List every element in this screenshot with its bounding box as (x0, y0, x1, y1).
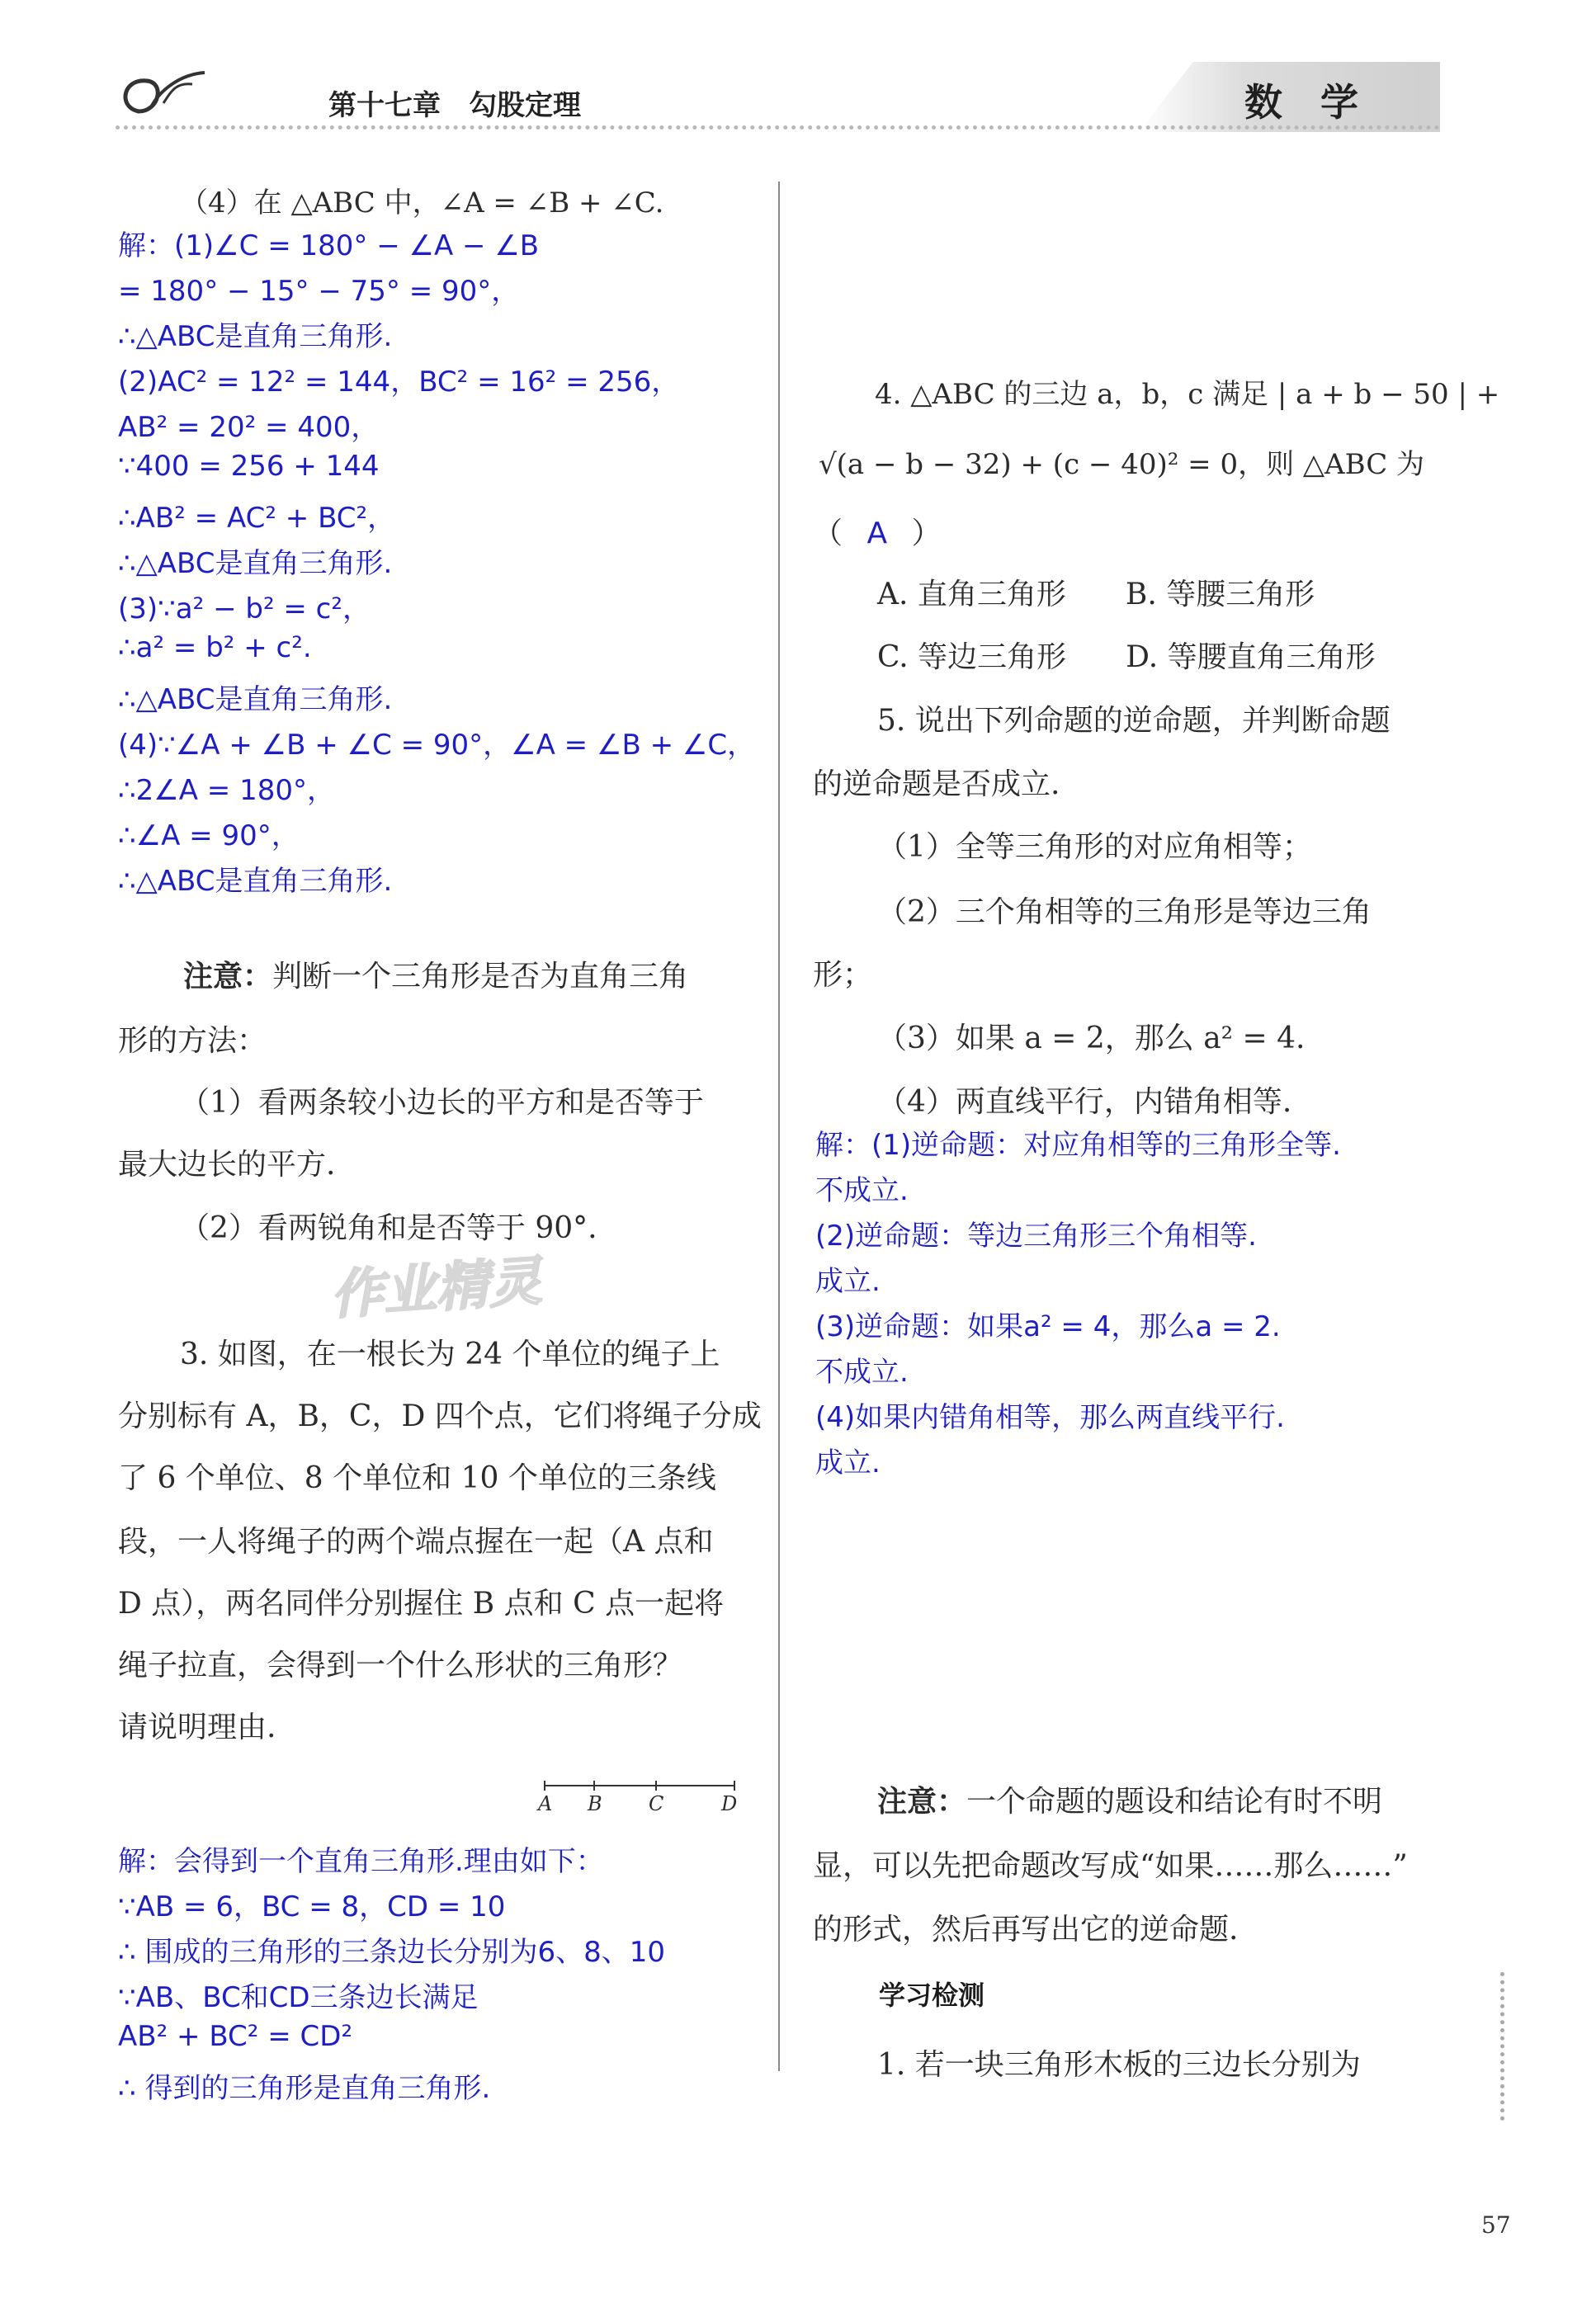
note-2-line-2: 显，可以先把命题改写成“如果……那么……” (813, 1849, 1408, 1883)
question-3-line: D 点），两名同伴分别握住 B 点和 C 点一起将 (118, 1587, 725, 1621)
check-question-1: 1. 若一块三角形木板的三边长分别为 (877, 2048, 1361, 2082)
solution-line: (4)∵∠A + ∠B + ∠C = 90°，∠A = ∠B + ∠C， (118, 729, 756, 762)
answer-choice: A (866, 517, 888, 550)
solution-line: 不成立. (815, 1356, 909, 1389)
note-label: 注意： (183, 960, 273, 993)
solution-line: 成立. (815, 1446, 881, 1479)
solution-line: ∴2∠A = 180°， (118, 774, 336, 807)
solution-line: (2)逆命题：等边三角形三个角相等. (815, 1220, 1257, 1253)
question-4-line-1: 4. △ABC 的三边 a，b，c 满足 | a + b − 50 | + (875, 378, 1500, 411)
solution-line: 解：会得到一个直角三角形.理由如下： (118, 1845, 604, 1878)
solution-line: AB² + BC² = CD² (118, 2020, 353, 2053)
margin-dotted-rule (1500, 1972, 1504, 2121)
note-label: 注意： (877, 1785, 967, 1819)
solution-line: ∴∠A = 90°， (118, 819, 300, 852)
question-4-line-2: √(a − b − 32) + (c − 40)² = 0，则 △ABC 为 (819, 448, 1425, 481)
question-5-line: 形； (813, 958, 873, 992)
question-5-line: （3）如果 a = 2，那么 a² = 4. (877, 1022, 1306, 1055)
note-1-line-3: （1）看两条较小边长的平方和是否等于 (180, 1086, 704, 1120)
question-4-text: （4）在 △ABC 中，∠A = ∠B + ∠C. (180, 186, 664, 219)
page-number: 57 (1481, 2211, 1511, 2239)
note-2-line-1 (877, 1778, 1382, 1820)
options-row-1: A. 直角三角形 B. 等腰三角形 (877, 578, 1315, 611)
question-3-line: 段，一人将绳子的两个端点握在一起（A 点和 (118, 1525, 714, 1559)
solution-line: (4)如果内错角相等，那么两直线平行. (815, 1401, 1285, 1434)
solution-line: ∴AB² = AC² + BC²， (118, 502, 396, 535)
question-3-line: 3. 如图，在一根长为 24 个单位的绳子上 (180, 1338, 720, 1371)
question-5-line: （2）三个角相等的三角形是等边三角 (877, 895, 1372, 929)
header-rule (116, 125, 1440, 130)
question-5-line: 5. 说出下列命题的逆命题，并判断命题 (877, 704, 1391, 738)
solution-line: 解：(1)∠C = 180° − ∠A − ∠B (118, 229, 540, 262)
rope-label-b: B (588, 1792, 602, 1815)
solution-line: ∴△ABC是直角三角形. (118, 683, 393, 716)
subject-label: 数 学 (1244, 80, 1358, 125)
question-3-line: 分别标有 A，B，C，D 四个点，它们将绳子分成 (118, 1399, 762, 1433)
note-1-line-2: 形的方法： (118, 1024, 267, 1058)
options-row-2: C. 等边三角形 D. 等腰直角三角形 (877, 640, 1376, 674)
solution-line: ∵AB = 6，BC = 8，CD = 10 (118, 1890, 506, 1923)
column-divider (778, 182, 780, 2071)
solution-line: = 180° − 15° − 75° = 90°， (118, 275, 520, 308)
question-5-line: 的逆命题是否成立. (813, 767, 1060, 801)
solution-line: ∴△ABC是直角三角形. (118, 547, 393, 580)
note-text: 一个命题的题设和结论有时不明 (966, 1785, 1383, 1819)
rope-label-c: C (649, 1792, 664, 1815)
note-2-line-3: 的形式，然后再写出它的逆命题. (813, 1913, 1239, 1947)
answer-paren-close: ） (911, 517, 942, 550)
section-title-check: 学习检测 (879, 1980, 985, 2011)
solution-line: ∴△ABC是直角三角形. (118, 320, 393, 353)
note-1-line-1 (183, 953, 688, 995)
rope-label-d: D (721, 1792, 738, 1815)
solution-line: AB² = 20² = 400， (118, 411, 380, 444)
watermark-logo: 作业精灵 (328, 1251, 544, 1327)
question-3-line: 了 6 个单位、8 个单位和 10 个单位的三条线 (118, 1461, 716, 1495)
note-1-line-4: 最大边长的平方. (118, 1148, 336, 1182)
solution-line: ∵AB、BC和CD三条边长满足 (118, 1981, 479, 2014)
note-1-line-5: （2）看两锐角和是否等于 90°. (180, 1211, 597, 1245)
solution-line: 解：(1)逆命题：对应角相等的三角形全等. (815, 1129, 1341, 1162)
solution-line: (3)∵a² − b² = c²， (118, 592, 371, 625)
question-4-answer-row (813, 510, 942, 552)
solution-line: 不成立. (815, 1174, 909, 1207)
chapter-title: 第十七章 勾股定理 (328, 89, 581, 122)
rope-figure (536, 1774, 743, 1824)
solution-line: ∵400 = 256 + 144 (118, 450, 380, 483)
solution-line: ∴ 围成的三角形的三条边长分别为6、8、10 (118, 1936, 665, 1969)
question-3-line: 请说明理由. (118, 1711, 276, 1744)
question-3-line: 绳子拉直，会得到一个什么形状的三角形？ (118, 1649, 683, 1682)
solution-line: (2)AC² = 12² = 144，BC² = 16² = 256， (118, 366, 680, 399)
rope-label-a: A (538, 1792, 553, 1815)
header-logo (114, 66, 213, 124)
note-text: 判断一个三角形是否为直角三角 (272, 960, 689, 993)
solution-line: (3)逆命题：如果a² = 4，那么a = 2. (815, 1310, 1281, 1343)
solution-line: ∴△ABC是直角三角形. (118, 865, 393, 898)
question-5-line: （4）两直线平行，内错角相等. (877, 1085, 1292, 1119)
answer-paren-open: （ (813, 517, 843, 550)
question-5-line: （1）全等三角形的对应角相等； (877, 830, 1312, 864)
solution-line: ∴a² = b² + c². (118, 631, 312, 664)
solution-line: ∴ 得到的三角形是直角三角形. (118, 2072, 491, 2105)
solution-line: 成立. (815, 1265, 881, 1298)
